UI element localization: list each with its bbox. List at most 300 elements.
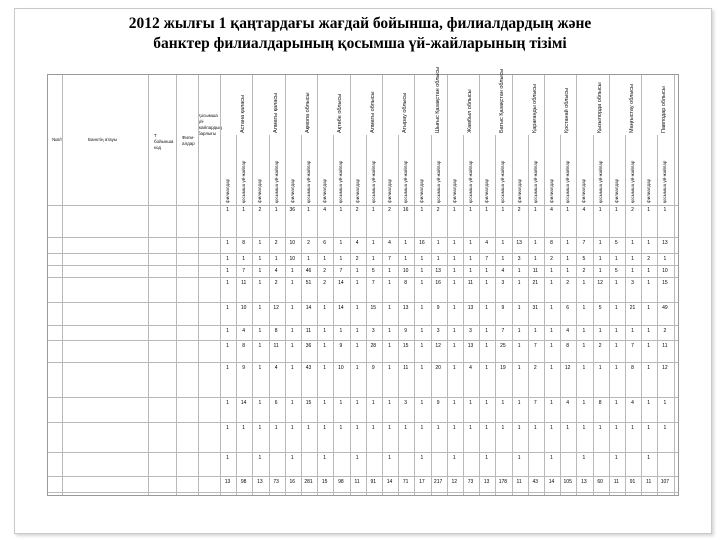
region-value: 12 xyxy=(273,305,279,311)
region-value: 20 xyxy=(435,365,441,371)
region-value: 1 xyxy=(501,425,505,431)
region-value: 5 xyxy=(614,268,618,274)
region-value: 15 xyxy=(370,305,377,311)
region-value: 13 xyxy=(516,240,522,246)
region-value: 16 xyxy=(419,240,425,246)
column-rule xyxy=(252,75,253,495)
row-rule xyxy=(48,476,678,477)
region-label: Ақтөбе облысы xyxy=(337,93,344,133)
column-sublabel: филиалдар xyxy=(549,178,554,203)
region-value: 6 xyxy=(274,400,278,406)
region-label: Қызылорда облысы xyxy=(596,82,603,133)
region-value: 1 xyxy=(663,400,667,406)
column-sublabel: қосымша үй-жайлар xyxy=(306,160,311,203)
region-value: 1 xyxy=(339,207,343,213)
region-value: 1 xyxy=(647,280,651,286)
header-no: №п/п xyxy=(52,137,63,142)
region-value: 14 xyxy=(305,305,312,311)
region-value: 2 xyxy=(517,207,521,213)
region-value: 1 xyxy=(323,305,327,311)
region-value: 1 xyxy=(355,365,359,371)
region-value: 2 xyxy=(631,207,634,213)
region-value: 5 xyxy=(582,256,586,262)
column-rule xyxy=(236,135,237,495)
column-rule xyxy=(269,135,270,495)
region-value: 1 xyxy=(631,425,634,431)
title-line-1: 2012 жылғы 1 қаңтардағы жағдай бойынша, филиалдардың және xyxy=(128,15,592,32)
region-value: 5 xyxy=(598,305,602,311)
region-value: 1 xyxy=(452,240,456,246)
region-value: 1 xyxy=(388,280,391,286)
region-value: 1 xyxy=(371,400,375,406)
region-value: 1 xyxy=(323,365,327,371)
region-value: 11 xyxy=(467,280,474,286)
region-value: 1 xyxy=(614,280,618,286)
region-value: 10 xyxy=(338,365,344,371)
row-rule xyxy=(48,325,678,326)
total-rule xyxy=(48,492,678,493)
region-value: 1 xyxy=(242,207,246,213)
region-value: 1 xyxy=(339,256,343,262)
region-value: 14 xyxy=(338,280,344,286)
region-value: 9 xyxy=(436,305,440,311)
region-value: 1 xyxy=(485,365,489,371)
region-value: 1 xyxy=(663,207,667,213)
region-value: 8 xyxy=(404,280,408,286)
region-value: 1 xyxy=(647,305,651,311)
region-value: 1 xyxy=(388,268,391,274)
region-value: 1 xyxy=(614,425,618,431)
branches-table xyxy=(47,66,679,496)
column-rule xyxy=(495,135,496,495)
region-value: 1 xyxy=(517,400,521,406)
region-value: 7 xyxy=(242,268,246,274)
column-rule xyxy=(301,135,302,495)
region-value: 1 xyxy=(290,328,294,334)
column-rule xyxy=(625,135,626,495)
region-value: 36 xyxy=(289,207,296,213)
region-value: 13 xyxy=(467,343,474,349)
region-value: 60 xyxy=(597,479,603,485)
region-value: 1 xyxy=(355,305,359,311)
region-value: 7 xyxy=(371,280,375,286)
column-rule xyxy=(528,135,529,495)
column-rule xyxy=(382,75,383,495)
region-value: 1 xyxy=(274,207,278,213)
column-rule xyxy=(463,135,464,495)
region-value: 1 xyxy=(631,328,634,334)
column-rule xyxy=(641,75,642,495)
region-value: 2 xyxy=(274,240,278,246)
region-value: 1 xyxy=(485,455,489,461)
region-value: 2 xyxy=(355,256,359,262)
region-value: 1 xyxy=(517,455,521,461)
region-value: 1 xyxy=(485,280,489,286)
region-value: 1 xyxy=(469,425,472,431)
region-value: 1 xyxy=(290,343,294,349)
column-sublabel: қосымша үй-жайлар xyxy=(532,160,538,203)
column-rule xyxy=(414,75,415,495)
column-rule xyxy=(333,135,334,495)
region-value: 1 xyxy=(452,207,456,213)
column-rule xyxy=(657,135,658,495)
region-value: 1 xyxy=(420,425,424,431)
region-value: 7 xyxy=(501,328,505,334)
column-rule xyxy=(431,135,432,495)
region-value: 4 xyxy=(566,400,570,406)
region-value: 16 xyxy=(402,207,409,213)
region-value: 1 xyxy=(614,455,618,461)
region-value: 13 xyxy=(467,305,474,311)
region-value: 14 xyxy=(338,305,344,311)
region-value: 10 xyxy=(289,256,296,262)
region-value: 1 xyxy=(550,365,553,371)
region-value: 4 xyxy=(242,328,246,334)
region-value: 9 xyxy=(436,400,440,406)
column-sublabel: филиалдар xyxy=(257,178,263,203)
region-value: 4 xyxy=(550,207,553,213)
row-rule xyxy=(48,237,678,238)
column-sublabel: қосымша үй-жайлар xyxy=(630,160,635,203)
column-rule xyxy=(593,135,594,495)
region-value: 11 xyxy=(241,280,247,286)
region-value: 3 xyxy=(436,328,440,334)
region-value: 1 xyxy=(582,343,586,349)
region-value: 1 xyxy=(436,425,440,431)
region-value: 1 xyxy=(614,256,618,262)
region-value: 4 xyxy=(274,268,278,274)
region-value: 1 xyxy=(469,256,472,262)
region-value: 1 xyxy=(258,425,262,431)
region-value: 71 xyxy=(402,479,409,485)
region-value: 1 xyxy=(631,240,634,246)
region-value: 1 xyxy=(501,240,505,246)
region-value: 2 xyxy=(533,365,537,371)
region-value: 1 xyxy=(388,343,391,349)
region-value: 12 xyxy=(435,343,441,349)
region-value: 2 xyxy=(663,328,667,334)
region-value: 1 xyxy=(614,365,618,371)
region-value: 1 xyxy=(355,328,359,334)
region-value: 281 xyxy=(304,479,313,485)
region-value: 2 xyxy=(582,268,586,274)
region-value: 1 xyxy=(226,400,229,406)
region-value: 1 xyxy=(452,305,456,311)
region-value: 1 xyxy=(290,268,294,274)
region-value: 6 xyxy=(566,305,570,311)
column-rule xyxy=(317,75,318,495)
region-value: 1 xyxy=(469,400,472,406)
region-value: 1 xyxy=(533,240,537,246)
region-value: 1 xyxy=(647,400,651,406)
region-value: 1 xyxy=(323,400,327,406)
region-value: 13 xyxy=(662,240,668,246)
region-value: 107 xyxy=(660,479,670,485)
region-value: 1 xyxy=(371,207,375,213)
region-value: 1 xyxy=(307,425,310,431)
region-value: 1 xyxy=(388,365,391,371)
region-value: 3 xyxy=(469,328,472,334)
column-rule xyxy=(479,75,480,495)
region-value: 3 xyxy=(404,400,408,406)
region-value: 1 xyxy=(485,400,489,406)
region-value: 1 xyxy=(614,400,618,406)
region-value: 8 xyxy=(274,328,278,334)
column-sublabel: филиалдар xyxy=(484,178,490,203)
region-value: 73 xyxy=(467,479,474,485)
region-value: 10 xyxy=(402,268,409,274)
region-value: 1 xyxy=(420,305,424,311)
row-rule xyxy=(48,253,678,254)
region-value: 43 xyxy=(532,479,539,485)
region-value: 15 xyxy=(662,280,668,286)
region-value: 51 xyxy=(305,280,312,286)
region-value: 1 xyxy=(533,328,537,334)
region-value: 1 xyxy=(550,425,553,431)
column-sublabel: қосымша үй-жайлар xyxy=(435,160,441,203)
region-value: 1 xyxy=(339,240,343,246)
region-value: 1 xyxy=(258,343,262,349)
column-sublabel: филиалдар xyxy=(581,178,587,203)
region-value: 2 xyxy=(550,256,553,262)
region-value: 11 xyxy=(305,328,312,334)
region-value: 2 xyxy=(323,280,327,286)
region-value: 1 xyxy=(485,328,489,334)
region-value: 1 xyxy=(533,207,537,213)
region-value: 91 xyxy=(629,479,636,485)
region-label: Алматы облысы xyxy=(369,91,376,133)
region-value: 4 xyxy=(501,268,505,274)
column-sublabel: қосымша үй-жайлар xyxy=(468,160,473,203)
column-sublabel: қосымша үй-жайлар xyxy=(338,160,344,203)
region-value: 1 xyxy=(566,256,570,262)
region-value: 1 xyxy=(517,365,521,371)
region-value: 98 xyxy=(338,479,344,485)
region-value: 1 xyxy=(436,240,440,246)
region-value: 1 xyxy=(420,328,424,334)
region-value: 1 xyxy=(323,256,327,262)
region-value: 1 xyxy=(274,256,278,262)
column-rule xyxy=(62,75,63,495)
region-value: 1 xyxy=(550,455,553,461)
region-value: 1 xyxy=(323,343,327,349)
region-value: 1 xyxy=(582,365,586,371)
region-value: 1 xyxy=(274,425,278,431)
region-value: 1 xyxy=(598,240,602,246)
region-value: 1 xyxy=(226,365,229,371)
region-value: 1 xyxy=(566,207,570,213)
region-value: 1 xyxy=(647,365,651,371)
region-value: 1 xyxy=(226,240,229,246)
region-value: 1 xyxy=(355,455,359,461)
region-value: 1 xyxy=(614,305,618,311)
region-value: 13 xyxy=(257,479,263,485)
column-rule xyxy=(512,75,513,495)
column-sublabel: филиалдар xyxy=(613,178,619,203)
region-value: 4 xyxy=(631,400,634,406)
region-value: 2 xyxy=(307,240,310,246)
region-value: 1 xyxy=(485,268,489,274)
region-value: 5 xyxy=(614,240,618,246)
region-value: 1 xyxy=(598,256,602,262)
region-value: 1 xyxy=(258,240,262,246)
header-name: Банктің атауы xyxy=(88,137,118,142)
region-value: 1 xyxy=(226,328,229,334)
region-value: 16 xyxy=(435,280,441,286)
region-value: 14 xyxy=(240,400,247,406)
region-value: 1 xyxy=(290,365,294,371)
region-value: 14 xyxy=(386,479,393,485)
title-line-2: банктер филиалдарының қосымша үй-жайларының тізімі xyxy=(153,35,567,52)
region-value: 11 xyxy=(662,343,668,349)
column-rule xyxy=(198,75,199,495)
region-value: 1 xyxy=(258,328,262,334)
row-rule xyxy=(48,452,678,453)
region-value: 2 xyxy=(566,280,570,286)
region-value: 1 xyxy=(404,256,408,262)
region-label: Қостанай облысы xyxy=(564,87,571,133)
region-value: 11 xyxy=(354,479,360,485)
region-value: 1 xyxy=(226,280,229,286)
region-value: 2 xyxy=(388,207,391,213)
region-value: 1 xyxy=(566,268,570,274)
column-sublabel: қосымша үй-жайлар xyxy=(241,160,247,203)
region-value: 1 xyxy=(452,455,456,461)
row-rule xyxy=(48,362,678,363)
region-value: 1 xyxy=(388,455,391,461)
region-value: 16 xyxy=(289,479,296,485)
region-value: 7 xyxy=(533,343,537,349)
region-value: 1 xyxy=(226,305,229,311)
region-value: 5 xyxy=(371,268,375,274)
column-sublabel: қосымша үй-жайлар xyxy=(662,160,668,203)
column-sublabel: қосымша үй-жайлар xyxy=(273,160,279,203)
column-sublabel: филиалдар xyxy=(354,178,360,203)
region-value: 1 xyxy=(533,425,537,431)
region-value: 10 xyxy=(662,268,668,274)
region-value: 43 xyxy=(305,365,312,371)
column-sublabel: филиалдар xyxy=(387,178,392,203)
region-value: 1 xyxy=(290,425,294,431)
region-value: 13 xyxy=(435,268,441,274)
column-sublabel: қосымша үй-жайлар xyxy=(565,160,571,203)
region-value: 217 xyxy=(433,479,443,485)
column-rule xyxy=(366,135,367,495)
region-value: 1 xyxy=(355,400,359,406)
region-value: 21 xyxy=(629,305,636,311)
region-value: 1 xyxy=(647,425,651,431)
region-value: 1 xyxy=(469,240,472,246)
region-value: 13 xyxy=(483,479,490,485)
region-value: 8 xyxy=(631,365,634,371)
region-value: 8 xyxy=(566,343,570,349)
region-value: 12 xyxy=(564,365,571,371)
region-value: 1 xyxy=(485,207,489,213)
region-value: 1 xyxy=(355,425,359,431)
region-value: 2 xyxy=(258,207,262,213)
region-value: 4 xyxy=(388,240,391,246)
column-sublabel: қосымша үй-жайлар xyxy=(500,160,506,203)
region-label: Павлодар облысы xyxy=(661,86,668,133)
region-value: 3 xyxy=(501,280,505,286)
region-value: 1 xyxy=(452,425,456,431)
column-rule xyxy=(148,75,149,495)
column-sublabel: қосымша үй-жайлар xyxy=(403,160,409,203)
region-value: 105 xyxy=(563,479,572,485)
region-value: 1 xyxy=(582,280,586,286)
region-value: 1 xyxy=(647,268,651,274)
region-value: 11 xyxy=(403,365,409,371)
region-label: Астана қаласы xyxy=(240,95,247,133)
region-value: 11 xyxy=(516,479,522,485)
region-value: 13 xyxy=(581,479,587,485)
region-value: 1 xyxy=(550,328,553,334)
region-value: 1 xyxy=(258,365,262,371)
region-value: 14 xyxy=(548,479,555,485)
region-value: 1 xyxy=(307,207,310,213)
region-value: 2 xyxy=(355,207,359,213)
region-value: 1 xyxy=(404,425,408,431)
region-value: 1 xyxy=(258,280,262,286)
region-value: 6 xyxy=(323,240,327,246)
region-value: 1 xyxy=(290,305,294,311)
region-label: Алматы қаласы xyxy=(272,92,279,133)
column-sublabel: филиалдар xyxy=(646,178,652,203)
region-value: 1 xyxy=(388,400,391,406)
row-rule xyxy=(48,265,678,266)
region-value: 1 xyxy=(647,328,651,334)
region-label: Атырау облысы xyxy=(402,92,409,133)
region-value: 2 xyxy=(598,343,602,349)
region-value: 1 xyxy=(517,425,521,431)
region-value: 10 xyxy=(240,305,247,311)
region-value: 49 xyxy=(662,305,668,311)
region-value: 1 xyxy=(663,256,667,262)
column-rule xyxy=(350,75,351,495)
region-value: 1 xyxy=(258,256,262,262)
column-sublabel: филиалдар xyxy=(322,178,328,203)
region-value: 98 xyxy=(240,479,247,485)
region-value: 1 xyxy=(420,343,424,349)
region-value: 1 xyxy=(663,425,667,431)
region-value: 73 xyxy=(273,479,279,485)
region-value: 1 xyxy=(388,425,391,431)
region-value: 1 xyxy=(371,240,375,246)
region-value: 1 xyxy=(339,425,343,431)
region-value: 1 xyxy=(582,328,586,334)
region-value: 1 xyxy=(469,207,472,213)
column-rule xyxy=(560,135,561,495)
region-value: 31 xyxy=(532,305,539,311)
region-value: 3 xyxy=(631,280,634,286)
region-value: 1 xyxy=(323,328,327,334)
region-value: 1 xyxy=(258,305,262,311)
region-value: 11 xyxy=(532,268,538,274)
region-value: 1 xyxy=(647,455,651,461)
region-value: 7 xyxy=(388,256,391,262)
region-value: 178 xyxy=(498,479,508,485)
region-value: 1 xyxy=(226,268,229,274)
row-rule xyxy=(48,397,678,398)
region-value: 1 xyxy=(242,425,246,431)
column-rule xyxy=(544,75,545,495)
region-value: 1 xyxy=(226,425,229,431)
region-value: 11 xyxy=(273,343,279,349)
region-value: 1 xyxy=(290,400,294,406)
region-value: 1 xyxy=(339,328,343,334)
column-rule xyxy=(447,75,448,495)
region-value: 1 xyxy=(290,455,294,461)
